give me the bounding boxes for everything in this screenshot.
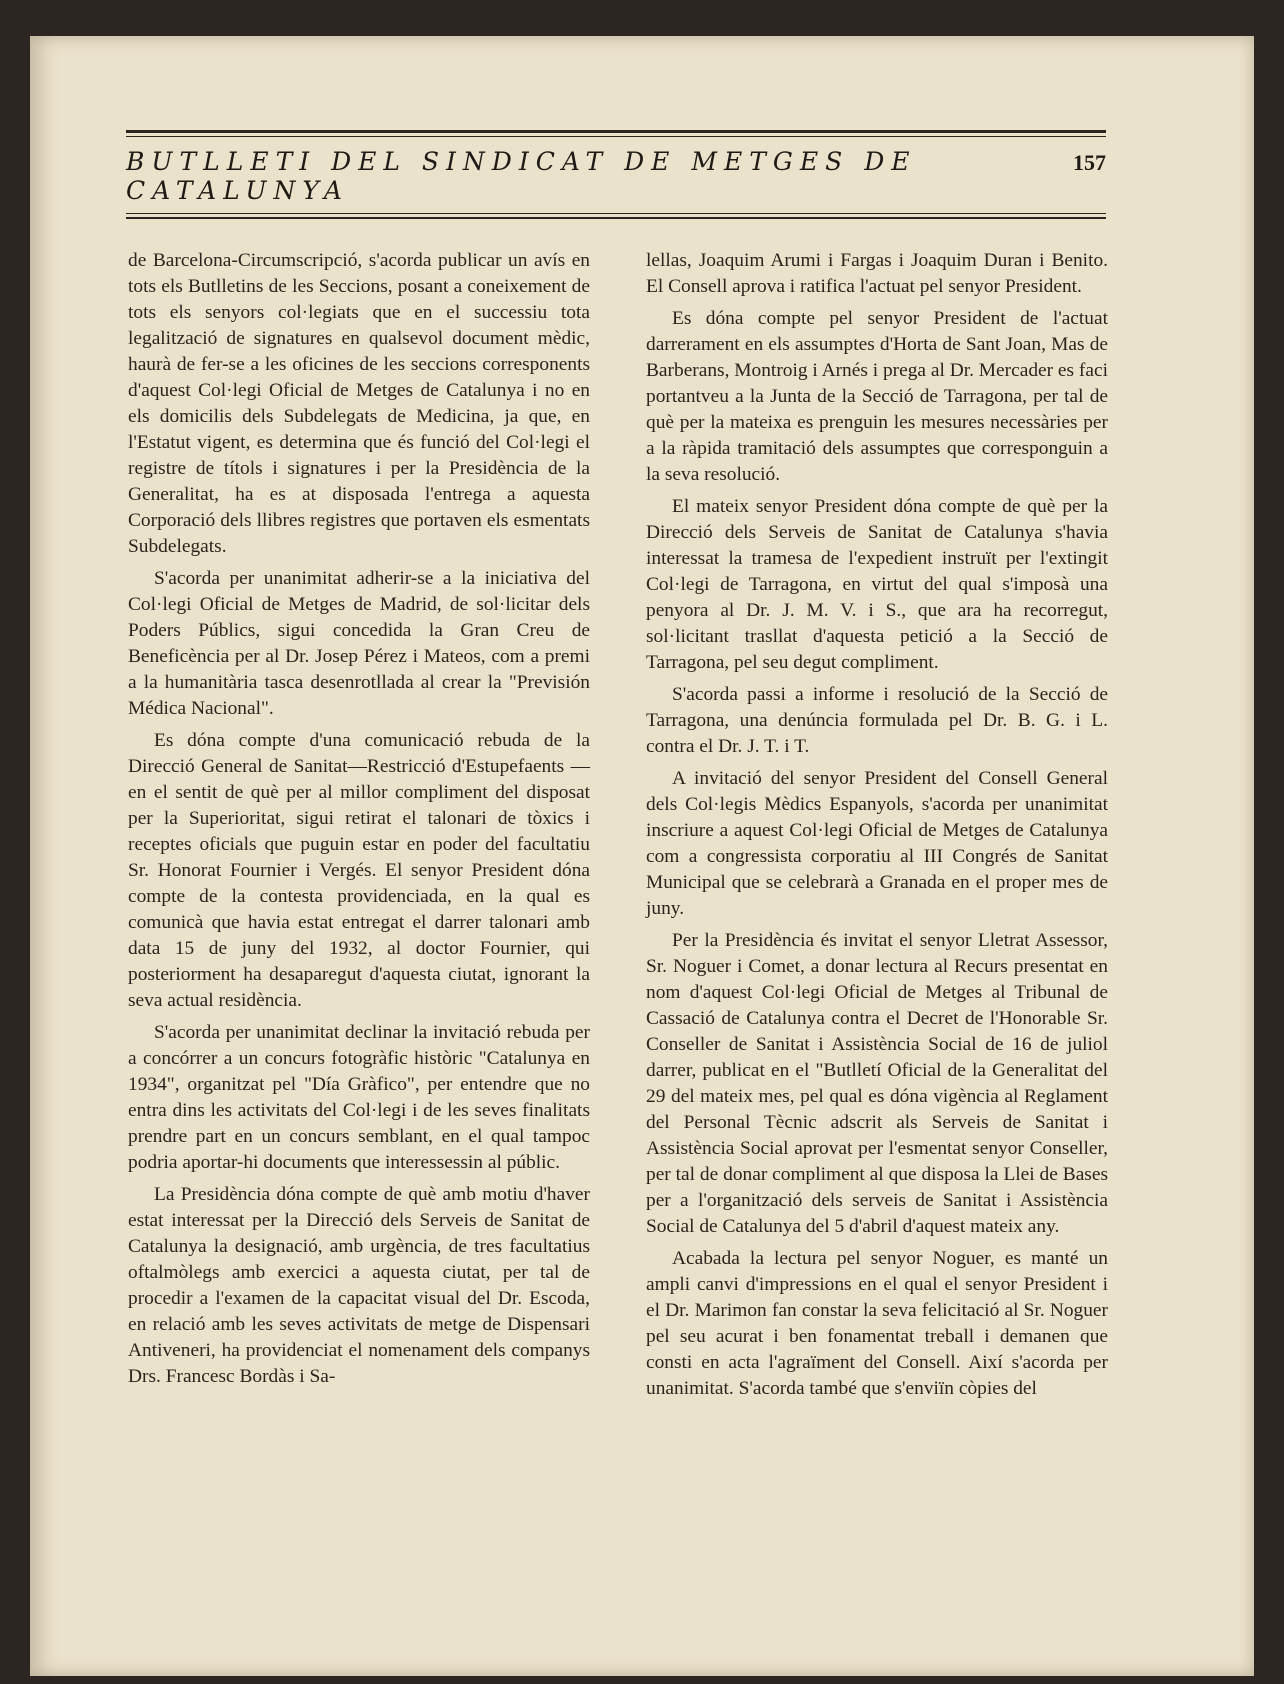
journal-title: BUTLLETI DEL SINDICAT DE METGES DE CATALUNYA [126, 147, 917, 205]
paragraph: La Presidència dóna compte de què amb motiu d'haver estat interessat per la Direcció dels Serveis de Sanitat de Catalunya la designació, amb urgència, de tres facultatius oftalmòlegs amb exercici a aquesta ciutat, per tal de procedir a l'examen de la capacitat visual del Dr. Escoda, en relació amb les seves activitats de metge de Dispensari Antiveneri, ha providenciat el nomenament dels companys Drs. Francesc Bordàs i Sa- [128, 1184, 590, 1387]
paragraph: El mateix senyor President dóna compte de què per la Direcció dels Serveis de Sanitat de Catalunya s'havia interessat la tramesa de l'expedient instruït per l'extingit Col·legi de Tarragona, en virtut del qual s'imposà una penyora al Dr. J. M. V. i S., que ara ha recorregut, sol·licitant trasllat d'aquesta petició a la Secció de Tarragona, pel seu degut compliment. [646, 496, 1108, 673]
header-rule-bottom-thick [126, 217, 1106, 219]
paragraph: Per la Presidència és invitat el senyor Lletrat Assessor, Sr. Noguer i Comet, a donar lectura al Recurs presentat en nom d'aquest Col·legi Oficial de Metges al Tribunal de Cassació de Catalunya contra el Decret de l'Honorable Sr. Conseller de Sanitat i Assistència Social de 16 de juliol darrer, publicat en el "Butlletí Oficial de la Generalitat del 29 del mateix mes, pel qual es dóna vigència al Reglament del Personal Tècnic adscrit als Serveis de Sanitat i Assistència Social aprovat per l'esmentat senyor Conseller, per tal de donar compliment al que disposa la Llei de Bases per a l'organització dels serveis de Sanitat i Assistència Social de Catalunya del 5 d'abril d'aquest mateix any. [646, 930, 1108, 1237]
journal-page [30, 36, 1254, 1676]
body-columns [128, 248, 1108, 1408]
paragraph: de Barcelona-Circumscripció, s'acorda publicar un avís en tots els Butlletins de les Seccions, posant a coneixement de tots els senyors col·legiats que en el successiu tota legalització de signatures en qualsevol document mèdic, haurà de fer-se a les oficines de les seccions corresponents d'aquest Col·legi Oficial de Metges de Catalunya i no en els domicilis dels Subdelegats de Medicina, ja que, en l'Estatut vigent, es determina que és funció del Col·legi el registre de títols i signatures i per la Presidència de la Generalitat, ha es at disposada l'entrega a aquesta Corporació dels llibres registres que portaven els esmentats Subdelegats. [128, 250, 590, 557]
header-line [126, 137, 1106, 213]
paragraph: Es dóna compte pel senyor President de l'actuat darrerament en els assumptes d'Horta de Sant Joan, Mas de Barberans, Montroig i Arnés i prega al Dr. Mercader es faci portantveu a la Junta de la Secció de Tarragona, per tal de què per la mateixa es prenguin les mesures necessàries per a la ràpida tramitació dels assumptes que corresponguin a la seva resolució. [646, 308, 1108, 485]
paragraph: Acabada la lectura pel senyor Noguer, es manté un ampli canvi d'impressions en el qual el senyor President i el Dr. Marimon fan constar la seva felicitació al Sr. Noguer pel seu acurat i ben fonamentat treball i demanen que consti en acta l'agraïment del Consell. Així s'acorda per unanimitat. S'acorda també que s'enviïn còpies del [646, 1248, 1108, 1399]
paragraph: S'acorda passi a informe i resolució de la Secció de Tarragona, una denúncia formulada pel Dr. B. G. i L. contra el Dr. J. T. i T. [646, 684, 1108, 757]
running-header [126, 130, 1106, 222]
right-column [646, 248, 1108, 1408]
paragraph: S'acorda per unanimitat adherir-se a la iniciativa del Col·legi Oficial de Metges de Madrid, de sol·licitar dels Poders Públics, sigui concedida la Gran Creu de Beneficència per al Dr. Josep Pérez i Mateos, com a premi a la humanitària tasca desenrotllada al crear la "Previsión Médica Nacional". [128, 568, 590, 719]
paragraph: Es dóna compte d'una comunicació rebuda de la Direcció General de Sanitat—Restricció d'Estupefaents — en el sentit de què per al millor compliment del disposat per la Superioritat, sigui retirat el talonari de tòxics i receptes oficials que puguin estar en poder del facultatiu Sr. Honorat Fournier i Vergés. El senyor President dóna compte de la contesta providenciada, en la qual es comunicà que havia estat entregat el darrer talonari amb data 15 de juny del 1932, al doctor Fournier, qui posteriorment ha desaparegut d'aquesta ciutat, ignorant la seva actual residència. [128, 730, 590, 1011]
page-number: 157 [1073, 150, 1106, 175]
header-rule-top [126, 130, 1106, 133]
paragraph: lellas, Joaquim Arumi i Fargas i Joaquim Duran i Benito. El Consell aprova i ratifica l'actuat pel senyor President. [646, 250, 1108, 297]
paragraph: A invitació del senyor President del Consell General dels Col·legis Mèdics Espanyols, s'acorda per unanimitat inscriure a aquest Col·legi Oficial de Metges de Catalunya com a congressista corporatiu al III Congrés de Sanitat Municipal que se celebrarà a Granada en el proper mes de juny. [646, 768, 1108, 919]
header-rule-bottom [126, 213, 1106, 214]
left-column [128, 248, 590, 1408]
paragraph: S'acorda per unanimitat declinar la invitació rebuda per a concórrer a un concurs fotogràfic històric "Catalunya en 1934", organitzat pel "Día Gràfico", per entendre que no entra dins les activitats del Col·legi i de les seves finalitats prendre part en un concurs semblant, en el qual tampoc podria aportar-hi documents que interessessin al públic. [128, 1022, 590, 1173]
